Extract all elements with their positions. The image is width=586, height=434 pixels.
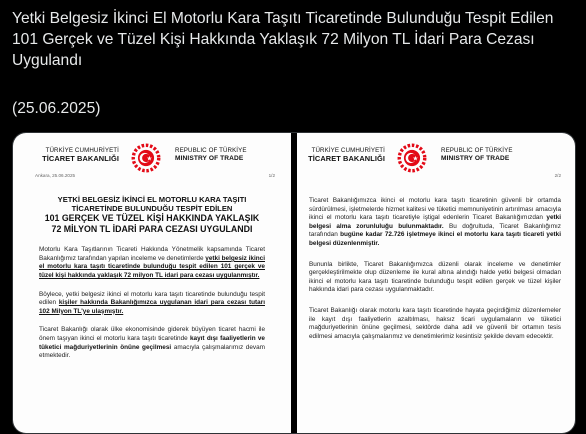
paragraph-1: Motorlu Kara Taşıtlarının Ticareti Hakkında Yönetmelik kapsamında Ticaret Bakanlığımız tarafından yapılan inceleme ve denetimlerde yetki belgesiz ikinci el motorlu kara taşıtı ticaretinde bulunduğu tespit edilen 101 gerçek ve tüzel kişi hakkında yaklaşık 72 milyon TL idari para cezası uygulanmıştır. (39, 246, 265, 279)
document-title: YETKİ BELGESİZ İKİNCİ EL MOTORLU KARA TAŞITI TİCARETİNDE BULUNDUĞU TESPİT EDİLEN 101 GERÇEK VE TÜZEL KİŞİ HAKKINDA YAKLAŞIK 72 MİLYON TL İDARİ PARA CEZASI UYGULANDI (44, 195, 260, 234)
ministry-emblem-icon (395, 141, 429, 175)
ministry-header (13, 133, 291, 183)
post-text: Yetki Belgesiz İkinci El Motorlu Kara Taşıtı Ticaretinde Bulunduğu Tespit Edilen 101 Gerçek ve Tüzel Kişi Hakkında Yaklaşık 72 Milyon TL İdari Para Cezası Uygulandı (12, 10, 554, 69)
paragraph-2: Böylece, yetki belgesiz ikinci el motorlu kara taşıtı ticaretinde bulunduğu tespit edilen kişiler hakkında Bakanlığımızca uygulanan idari para cezası tutarı 102 Milyon TL'ye ulaşmıştır. (39, 290, 265, 315)
ministry-header-2 (297, 133, 575, 183)
ministry-name-en: REPUBLIC OF TÜRKİYE MINISTRY OF TRADE (175, 147, 247, 162)
ministry-name-en-2: REPUBLIC OF TÜRKİYE MINISTRY OF TRADE (441, 147, 513, 162)
page-number: 2/2 (554, 173, 561, 178)
ministry-name-tr: TÜRKİYE CUMHURİYETİ TİCARET BAKANLIĞI (42, 147, 119, 163)
ministry-emblem-icon (129, 141, 163, 175)
document-page-1[interactable] (13, 133, 291, 433)
post-date: (25.06.2025) (12, 100, 101, 117)
page-number: 1/2 (268, 173, 275, 178)
paragraph-r3: Ticaret Bakanlığı olarak motorlu kara taşıtı ticaretinde hayata geçirdiğimiz düzenlemeler ile kayıt dışı faaliyetlerin azaltılması, haksız ticari uygulamaların ve tüketici mağduriyetlerinin önüne geçilmesi, sektörde daha adil ve güvenli bir ortamın tesis edilmesi amacıyla çalışmalarımız ve denetimlerimiz kesintisiz şekilde devam edecektir. (309, 306, 561, 340)
paragraph-r1: Ticaret Bakanlığımızca ikinci el motorlu kara taşıtı ticaretinin güvenli bir ortamda sürdürülmesi, işletmelerde hizmet kalitesi ve tüketici memnuniyetinin artırılması amacıyla ikinci el motorlu kara taşıtı ticaretiyle iştigal edenlerin Ticaret Bakanlığımızdan yetki belgesi alma zorunluluğu bulunmaktadır. Bu doğrultuda, Ticaret Bakanlığımız tarafından bugüne kadar 72.726 işletmeye ikinci el motorlu kara taşıtı ticareti yetki belgesi düzenlenmiştir. (309, 197, 561, 247)
place-date: Ankara, 25.06.2025 (35, 173, 76, 178)
paragraph-3: Ticaret Bakanlığı olarak ülke ekonomisinde giderek büyüyen ticaret hacmi ile önem taşıyan ikinci el motorlu kara taşıtı ticaretinde kayıt dışı faaliyetlerin ve tüketici mağduriyetlerinin önüne geçilmesi amacıyla çalışmalarımız devam etmektedir. (39, 326, 265, 360)
document-page-2[interactable] (297, 133, 575, 433)
ministry-name-tr-2: TÜRKİYE CUMHURİYETİ TİCARET BAKANLIĞI (308, 147, 385, 163)
post-media[interactable] (12, 132, 576, 434)
document-meta (35, 173, 275, 178)
paragraph-r2: Bununla birlikte, Ticaret Bakanlığımızca düzenli olarak inceleme ve denetimler gerçekleştirilmekte olup düzenleme ile kural altına alındığı halde yetki belgesi olmadan ikinci el motorlu kara taşıtı ticaretinde bulunduğu tespit edilen gerçek ve tüzel kişiler hakkında idari para cezası uygulanmaktadır. (309, 260, 561, 294)
